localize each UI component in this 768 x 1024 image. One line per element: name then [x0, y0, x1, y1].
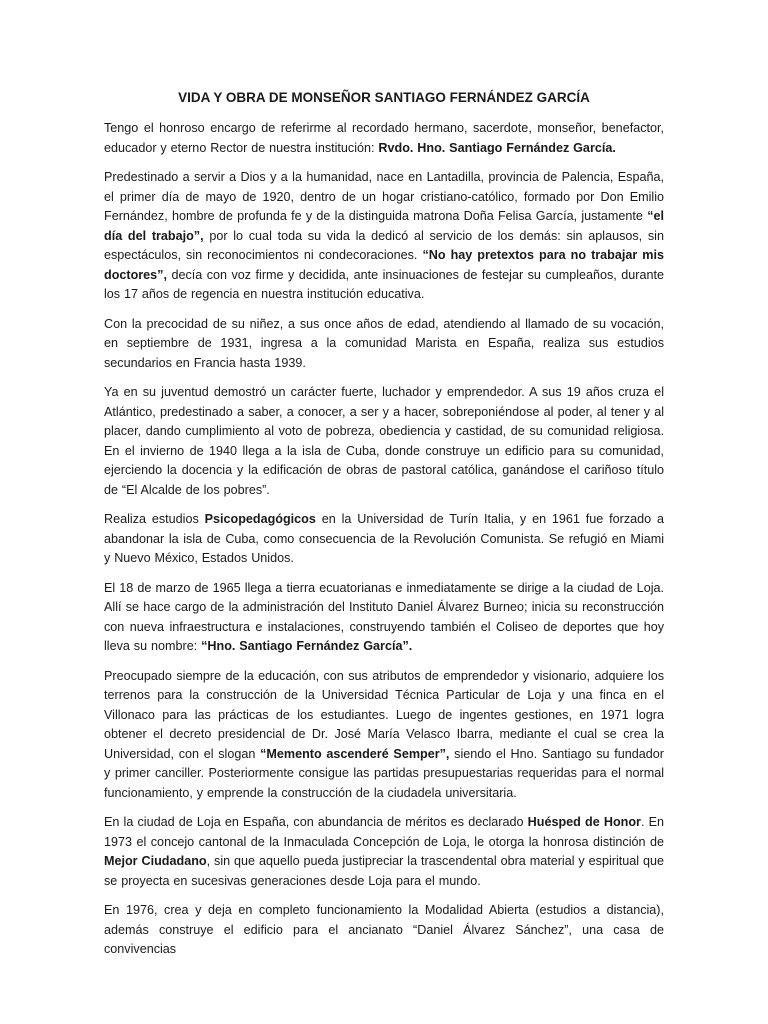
paragraph	[104, 901, 664, 960]
text-segment-bold: Psicopedagógicos	[204, 512, 316, 526]
text-segment: Realiza estudios	[104, 512, 205, 526]
text-segment: en la Universidad de Turín Italia, y en 1961 fue forzado a abandonar la isla de Cuba, como consecuencia de la Revolución Comunista. Se refugió en Miami y Nuevo México, Estados Unidos.	[104, 512, 664, 565]
document-body	[104, 119, 664, 960]
paragraph	[104, 813, 664, 891]
paragraph	[104, 315, 664, 374]
text-segment-bold: “Memento ascenderé Semper”,	[260, 746, 450, 761]
text-segment-bold: Rvdo. Hno. Santiago Fernández García.	[378, 140, 616, 155]
text-segment-bold: Huésped de Honor	[527, 815, 641, 829]
text-segment: decía con voz firme y decidida, ante insinuaciones de festejar su cumpleaños, durante los 17 años de regencia en nuestra institución educativa.	[104, 267, 664, 301]
text-segment: por lo cual toda su vida la dedicó al servicio de los demás: sin aplausos, sin espectáculos, sin reconocimientos ni condecoraciones.	[104, 228, 664, 262]
paragraph	[104, 168, 664, 305]
text-segment-bold: “No hay pretextos para no trabajar mis doctores”,	[104, 248, 664, 282]
text-segment: Predestinado a servir a Dios y a la humanidad, nace en Lantadilla, provincia de Palencia, España, el primer día de mayo de 1920, dentro de un hogar cristiano-católico, formado por Don Emilio Fernández, hombre de profunda fe y de la distinguida matrona Doña Felisa García, justamente	[104, 170, 664, 223]
document-title: VIDA Y OBRA DE MONSEÑOR SANTIAGO FERNÁNDEZ GARCÍA	[178, 90, 590, 105]
text-segment: Tengo el honroso encargo de referirme al recordado hermano, sacerdote, monseñor, benefactor, educador y eterno Rector de nuestra institución:	[104, 121, 664, 155]
paragraph	[104, 579, 664, 657]
paragraph	[104, 383, 664, 500]
text-segment: En 1976, crea y deja en completo funcionamiento la Modalidad Abierta (estudios a distancia), además construye el edificio para el ancianato “Daniel Álvarez Sánchez”, una casa de convivencias	[104, 903, 664, 956]
text-segment: Preocupado siempre de la educación, con sus atributos de emprendedor y visionario, adquiere los terrenos para la construcción de la Universidad Técnica Particular de Loja y una finca en el Villonaco para las prácticas de los estudiantes. Luego de ingentes gestiones, en 1971 logra obtener el decreto presidencial de Dr. José María Velasco Ibarra, mediante el cual se crea la Universidad, con el slogan	[104, 668, 664, 761]
paragraph	[104, 667, 664, 804]
text-segment-bold: “Hno. Santiago Fernández García”.	[201, 639, 413, 653]
text-segment: El 18 de marzo de 1965 llega a tierra ecuatorianas e inmediatamente se dirige a la ciudad de Loja. Allí se hace cargo de la administración del Instituto Daniel Álvarez Burneo; inicia su reconstrucción con nueva infraestructura e instalaciones, construyendo también el Coliseo de deportes que hoy lleva su nombre:	[104, 580, 664, 653]
text-segment: siendo el Hno. Santiago su fundador y primer canciller. Posteriormente consigue las partidas presupuestarias requeridas para el normal funcionamiento, y emprende la construcción de la ciudadela universitaria.	[104, 746, 664, 800]
paragraph	[104, 510, 664, 569]
text-segment-bold: Mejor Ciudadano	[104, 854, 207, 868]
paragraph	[104, 119, 664, 158]
text-segment: . En 1973 el concejo cantonal de la Inmaculada Concepción de Loja, le otorga la honrosa distinción de	[104, 815, 664, 849]
text-segment: En la ciudad de Loja en España, con abundancia de méritos es declarado	[104, 815, 528, 829]
text-segment: Ya en su juventud demostró un carácter fuerte, luchador y emprendedor. A sus 19 años cruza el Atlántico, predestinado a saber, a conocer, a ser y a hacer, sobreponiéndose al poder, al tener y al placer, dando cumplimiento al voto de pobreza, obediencia y castidad, de su comunidad religiosa. En el invierno de 1940 llega a la isla de Cuba, donde construye un edificio para su comunidad, ejerciendo la docencia y la edificación de obras de pastoral católica, ganándose el cariñoso título de “El Alcalde de los pobres”.	[104, 385, 664, 497]
text-segment-bold: “el día del trabajo”,	[104, 209, 664, 243]
text-segment: Con la precocidad de su niñez, a sus once años de edad, atendiendo al llamado de su vocación, en septiembre de 1931, ingresa a la comunidad Marista en España, realiza sus estudios secundarios en Francia hasta 1939.	[104, 316, 664, 370]
text-segment: , sin que aquello pueda justipreciar la trascendental obra material y espiritual que se proyecta en sucesivas generaciones desde Loja para el mundo.	[104, 854, 664, 888]
